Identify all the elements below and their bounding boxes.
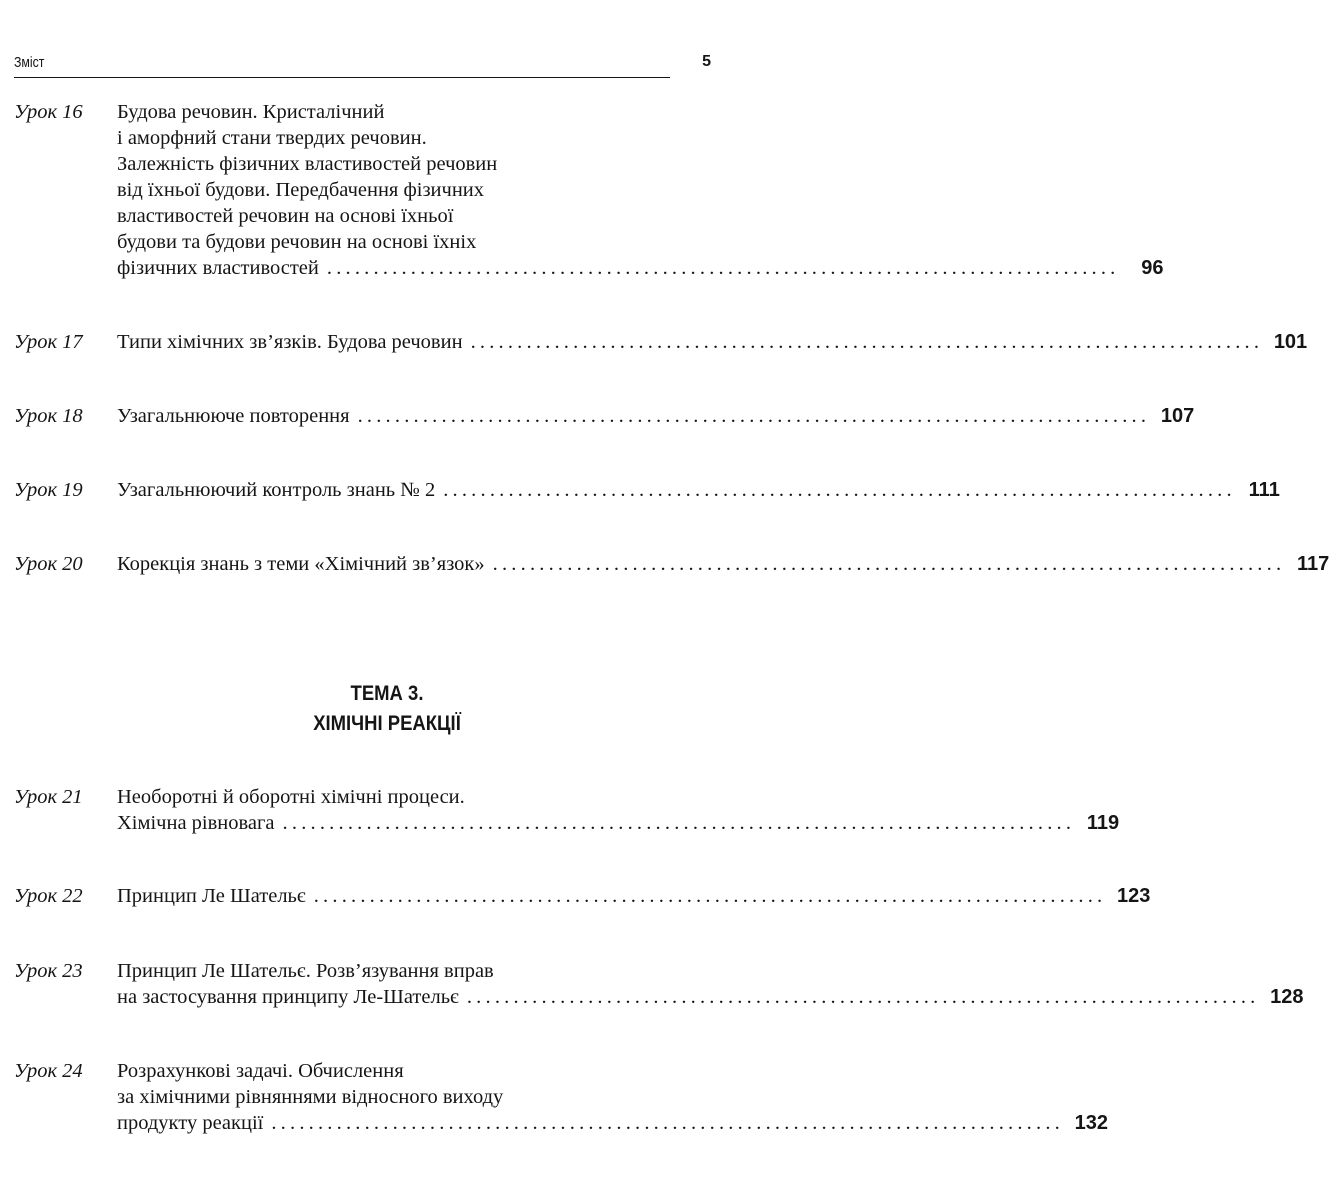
title-line: за хімічними рівняннями відносного виходу — [117, 1086, 504, 1108]
lesson-title — [117, 477, 1280, 503]
dot-leader: ..................................................................................... — [492, 553, 1286, 575]
lesson-label: Урок 19 — [14, 479, 83, 501]
title-last-line — [117, 883, 1151, 909]
title-line: на застосування принципу Ле-Шательє — [117, 986, 459, 1008]
title-last-line — [117, 551, 1329, 577]
lesson-label: Урок 20 — [14, 553, 83, 575]
title-last-line — [117, 403, 1195, 429]
header-title: Зміст — [14, 54, 45, 71]
title-last-line — [117, 255, 1164, 281]
dot-leader: ..................................................................................... — [470, 331, 1264, 353]
lesson-title — [117, 958, 1304, 1010]
page-number: 123 — [1116, 885, 1151, 907]
lesson-title — [117, 329, 1308, 355]
page-number: 117 — [1297, 553, 1329, 575]
page-number: 96 — [1141, 257, 1164, 279]
lesson-title — [117, 551, 1329, 577]
section-heading-line-2: ХІМІЧНІ РЕАКЦІЇ — [313, 712, 461, 735]
page-number: 119 — [1086, 812, 1120, 834]
dot-leader: ..................................................................................... — [443, 479, 1236, 501]
header-page-number: 5 — [702, 53, 711, 70]
title-last-line — [117, 477, 1280, 503]
dot-leader: ..................................................................................... — [313, 885, 1107, 907]
title-last-line — [117, 1110, 1108, 1136]
title-line: Корекція знань з теми «Хімічний зв’язок» — [117, 553, 485, 575]
section-heading — [0, 679, 774, 739]
lesson-label: Урок 22 — [14, 885, 83, 907]
lesson-title — [117, 784, 1120, 836]
dot-leader: ..................................................................................... — [326, 257, 1120, 279]
title-line: Розрахункові задачі. Обчислення — [117, 1060, 404, 1082]
page-header — [14, 50, 711, 80]
title-line: Узагальнюючий контроль знань № 2 — [117, 479, 436, 501]
lesson-title — [117, 99, 1164, 281]
title-line: Будова речовин. Кристалічний — [117, 101, 385, 123]
page-number: 132 — [1074, 1112, 1108, 1134]
lesson-label: Урок 17 — [14, 331, 83, 353]
title-line: і аморфний стани твердих речовин. — [117, 127, 427, 149]
title-line: Типи хімічних зв’язків. Будова речовин — [117, 331, 463, 353]
title-line: Необоротні й оборотні хімічні процеси. — [117, 786, 465, 808]
lesson-title — [117, 403, 1195, 429]
lesson-label: Урок 23 — [14, 960, 83, 982]
page-number: 128 — [1270, 986, 1304, 1008]
dot-leader: ..................................................................................... — [271, 1112, 1064, 1134]
dot-leader: ..................................................................................... — [282, 812, 1076, 834]
title-line: Принцип Ле Шательє — [117, 885, 306, 907]
header-rule — [14, 77, 670, 78]
title-line: Узагальнююче повторення — [117, 405, 350, 427]
lesson-label: Урок 18 — [14, 405, 83, 427]
lesson-label: Урок 16 — [14, 101, 83, 123]
title-line: Хімічна рівновага — [117, 812, 275, 834]
title-line: від їхньої будови. Передбачення фізичних — [117, 179, 485, 201]
lesson-label: Урок 24 — [14, 1060, 83, 1082]
page-number: 101 — [1273, 331, 1308, 353]
title-line: фізичних властивостей — [117, 257, 319, 279]
section-heading-line-1: ТЕМА 3. — [350, 682, 424, 705]
dot-leader: ..................................................................................... — [466, 986, 1260, 1008]
title-last-line — [117, 329, 1308, 355]
title-last-line — [117, 810, 1120, 836]
page-number: 111 — [1248, 479, 1280, 501]
title-line: продукту реакції — [117, 1112, 264, 1134]
title-line: будови та будови речовин на основі їхніх — [117, 231, 477, 253]
lesson-title — [117, 883, 1151, 909]
title-line: Принцип Ле Шательє. Розв’язування вправ — [117, 960, 494, 982]
lesson-label: Урок 21 — [14, 786, 83, 808]
dot-leader: ..................................................................................... — [357, 405, 1151, 427]
lesson-title — [117, 1058, 1108, 1136]
title-line: властивостей речовин на основі їхньої — [117, 205, 454, 227]
title-line: Залежність фізичних властивостей речовин — [117, 153, 498, 175]
title-last-line — [117, 984, 1304, 1010]
page-number: 107 — [1160, 405, 1195, 427]
